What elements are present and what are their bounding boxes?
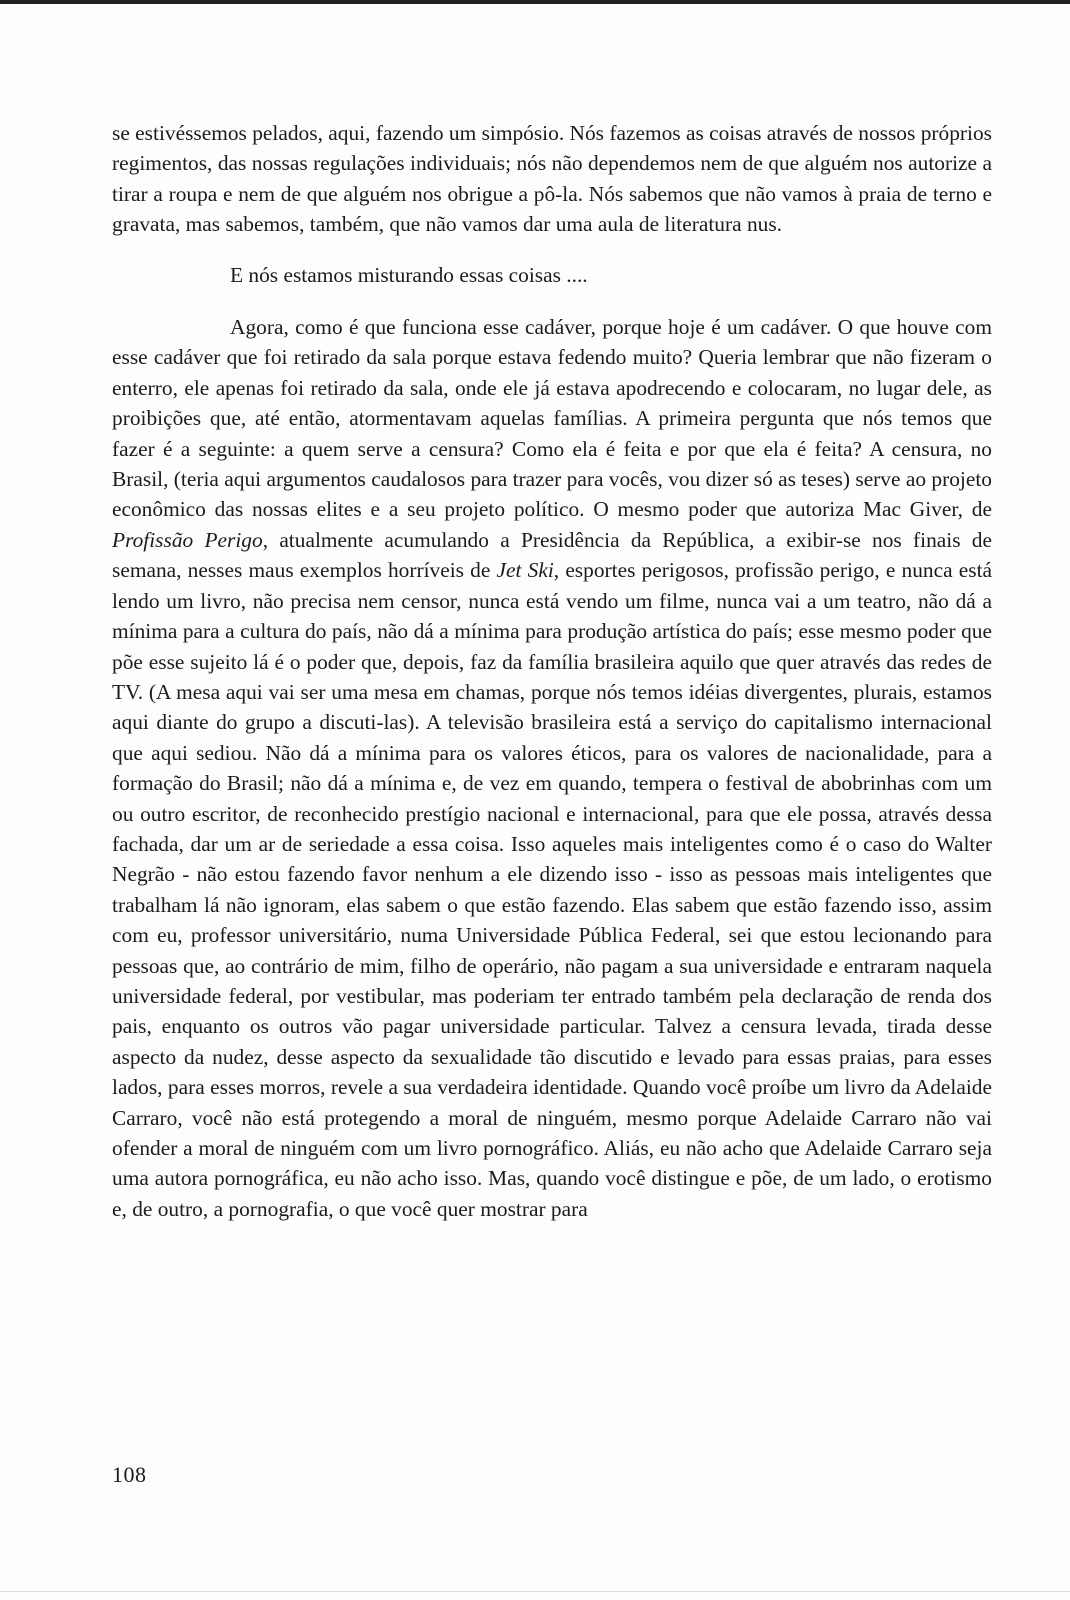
page-body (112, 118, 992, 1224)
page-number: 108 (112, 1462, 147, 1487)
paragraph-2: E nós estamos misturando essas coisas .... (230, 262, 588, 287)
term-jet-ski: Jet Ski (496, 558, 554, 583)
bottom-edge-line (0, 1591, 1070, 1592)
paragraph-3 (112, 312, 992, 1224)
title-profissao-perigo: Profissão Perigo (112, 527, 263, 552)
paragraph-3-part-c: , esportes perigosos, profissão perigo, e nunca está lendo um livro, não precisa nem censor, nunca está vendo um filme, nunca vai a um teatro, não dá a mínima para a cultura do país, não dá a mínima para produção artística do país; esse mesmo poder que põe esse sujeito lá é o poder que, depois, faz da família brasileira aquilo que quer através das redes de TV. (A mesa aqui vai ser uma mesa em chamas, porque nós temos idéias divergentes, plurais, estamos aqui diante do grupo a discuti-las). A televisão brasileira está a serviço do capitalismo internacional que aqui sediou. Não dá a mínima para os valores éticos, para os valores de nacionalidade, para a formação do Brasil; não dá a mínima e, de vez em quando, tempera o festival de abobrinhas com um ou outro escritor, de reconhecido prestígio nacional e internacional, para que ele possa, através dessa fachada, dar um ar de seriedade a essa coisa. Isso aqueles mais inteligentes como é o caso do Walter Negrão - não estou fazendo favor nenhum a ele dizendo isso - isso as pessoas mais inteligentes que trabalham lá não ignoram, elas sabem o que estão fazendo. Elas sabem que estão fazendo isso, assim com eu, professor universitário, numa Universidade Pública Federal, sei que estou lecionando para pessoas que, ao contrário de mim, filho de operário, não pagam a sua universidade e entraram naquela universidade federal, por vestibular, mas poderiam ter entrado também pela declaração de renda dos pais, enquanto os outros vão pagar universidade particular. Talvez a censura levada, tirada desse aspecto da nudez, desse aspecto da sexualidade tão discutido e levado para essas praias, para esses lados, para esses morros, revele a sua verdadeira identidade. Quando você proíbe um livro da Adelaide Carraro, você não está protegendo a moral de ninguém, mesmo porque Adelaide Carraro não vai ofender a moral de ninguém com um livro pornográfico. Aliás, eu não acho que Adelaide Carraro seja uma autora pornográfica, eu não acho isso. Mas, quando você distingue e põe, de um lado, o erotismo e, de outro, a pornografia, o que você quer mostrar para (112, 558, 993, 1221)
paragraph-3-part-b: , atualmente acumulando a Presidência da República, a exibir-se nos finais de semana, nesses maus exemplos horríveis de (112, 527, 992, 583)
paragraph-1: se estivéssemos pelados, aqui, fazendo um simpósio. Nós fazemos as coisas através de nossos próprios regimentos, das nossas regulações individuais; nós não dependemos nem de que alguém nos autorize a tirar a roupa e nem de que alguém nos obrigue a pô-la. Nós sabemos que não vamos à praia de terno e gravata, mas sabemos, também, que não vamos dar uma aula de literatura nus. (112, 121, 992, 237)
top-edge-rule (0, 0, 1070, 4)
paragraph-3-part-a: Agora, como é que funciona esse cadáver, porque hoje é um cadáver. O que houve com esse cadáver que foi retirado da sala porque estava fedendo muito? Queria lembrar que não fizeram o enterro, ele apenas foi retirado da sala, onde ele já estava apodrecendo e colocaram, no lugar dele, as proibições que, até então, atormentavam aquelas famílias. A primeira pergunta que nós temos que fazer é a seguinte: a quem serve a censura? Como ela é feita e por que ela é feita? A censura, no Brasil, (teria aqui argumentos caudalosos para trazer para vocês, vou dizer só as teses) serve ao projeto econômico das nossas elites e a seu projeto político. O mesmo poder que autoriza Mac Giver, de (112, 315, 992, 522)
